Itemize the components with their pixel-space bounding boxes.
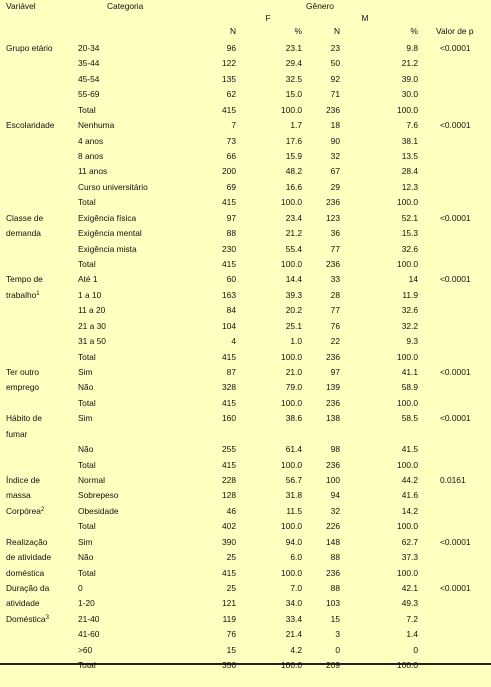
row-6-mp: 38.1 xyxy=(401,136,418,146)
row-35-cat: 0 xyxy=(78,583,83,593)
header-categoria: Categoria xyxy=(107,1,144,11)
row-22-cat: Não xyxy=(78,382,94,392)
row-8-fn: 200 xyxy=(222,166,236,176)
row-32-p: <0.0001 xyxy=(440,537,471,547)
row-13-fn: 230 xyxy=(222,244,236,254)
row-39-fp: 4.2 xyxy=(290,645,302,655)
row-7-mp: 13.5 xyxy=(401,151,418,161)
row-35-mn: 88 xyxy=(330,583,340,593)
row-34-fn: 415 xyxy=(222,568,236,578)
row-29-mp: 41.6 xyxy=(401,490,418,500)
row-34-cat: Total xyxy=(78,568,96,578)
row-26-mn: 98 xyxy=(330,444,340,454)
row-24-mn: 138 xyxy=(326,413,340,423)
row-2-mp: 39.0 xyxy=(401,74,418,84)
row-11-fn: 97 xyxy=(226,213,236,223)
row-35-var: Duração da xyxy=(6,583,50,593)
row-23-fn: 415 xyxy=(222,398,236,408)
row-0-p: <0.0001 xyxy=(440,43,471,53)
row-9-mp: 12.3 xyxy=(401,182,418,192)
row-19-cat: 31 a 50 xyxy=(78,336,106,346)
row-14-mp: 100.0 xyxy=(397,259,418,269)
row-37-footnote-mark: 3 xyxy=(45,615,49,621)
row-37-var: Doméstica$^3$ xyxy=(6,614,49,624)
row-34-fp: 100.0 xyxy=(281,568,302,578)
row-21-mn: 97 xyxy=(330,367,340,377)
row-21-fp: 21.0 xyxy=(285,367,302,377)
row-16-footnote-mark: 1 xyxy=(36,291,40,297)
row-6-fp: 17.6 xyxy=(285,136,302,146)
row-18-fn: 104 xyxy=(222,321,236,331)
row-31-mp: 100.0 xyxy=(397,521,418,531)
row-31-fn: 402 xyxy=(222,521,236,531)
row-38-fp: 21.4 xyxy=(285,629,302,639)
row-33-fn: 25 xyxy=(226,552,236,562)
row-37-mp: 7.2 xyxy=(406,614,418,624)
row-3-mp: 30.0 xyxy=(401,89,418,99)
row-29-mn: 94 xyxy=(330,490,340,500)
row-12-var: demanda xyxy=(6,228,41,238)
row-21-fn: 87 xyxy=(226,367,236,377)
row-2-fp: 32.5 xyxy=(285,74,302,84)
row-16-cat: 1 a 10 xyxy=(78,290,102,300)
header-valor-p: Valor de p xyxy=(436,26,474,36)
row-22-mp: 58.9 xyxy=(401,382,418,392)
row-28-mp: 44.2 xyxy=(401,475,418,485)
row-5-mp: 7.6 xyxy=(406,120,418,130)
header-f-n: N xyxy=(229,26,236,36)
row-36-fn: 121 xyxy=(222,598,236,608)
row-31-mn: 226 xyxy=(326,521,340,531)
row-5-cat: Nenhuma xyxy=(78,120,115,130)
row-27-fn: 415 xyxy=(222,460,236,470)
row-28-cat: Normal xyxy=(78,475,105,485)
row-15-var: Tempo de xyxy=(6,274,43,284)
row-26-cat: Não xyxy=(78,444,94,454)
row-37-fn: 119 xyxy=(222,614,236,624)
row-8-cat: 11 anos xyxy=(78,166,108,176)
row-38-cat: 41-60 xyxy=(78,629,100,639)
row-17-mp: 32.6 xyxy=(401,305,418,315)
row-24-fn: 160 xyxy=(222,413,236,423)
row-11-p: <0.0001 xyxy=(440,213,471,223)
row-24-cat: Sim xyxy=(78,413,93,423)
row-36-mn: 103 xyxy=(326,598,340,608)
row-11-cat: Exigência física xyxy=(78,213,137,223)
row-38-fn: 76 xyxy=(226,629,236,639)
header-m: M xyxy=(361,13,369,23)
row-26-fn: 255 xyxy=(222,444,236,454)
row-27-mp: 100.0 xyxy=(397,460,418,470)
row-17-mn: 77 xyxy=(330,305,340,315)
row-10-mn: 236 xyxy=(326,197,340,207)
row-38-mp: 1.4 xyxy=(406,629,418,639)
row-22-fn: 328 xyxy=(222,382,236,392)
row-15-mn: 33 xyxy=(330,274,340,284)
row-40-cat: Total xyxy=(78,660,96,670)
row-2-fn: 135 xyxy=(222,74,236,84)
row-5-mn: 18 xyxy=(330,120,340,130)
row-40-fp: 100.0 xyxy=(281,660,302,670)
row-20-fp: 100.0 xyxy=(281,352,302,362)
row-2-mn: 92 xyxy=(330,74,340,84)
row-29-fn: 128 xyxy=(222,490,236,500)
row-16-var: trabalho$^1$ xyxy=(6,290,40,300)
row-21-mp: 41.1 xyxy=(401,367,418,377)
header-m-n: N xyxy=(333,26,340,36)
row-17-fn: 84 xyxy=(226,305,236,315)
row-1-cat: 35-44 xyxy=(78,58,100,68)
row-1-mp: 21.2 xyxy=(401,58,418,68)
row-0-cat: 20-34 xyxy=(78,43,100,53)
row-30-var: Corpórea$^2$ xyxy=(6,506,45,516)
row-33-fp: 6.0 xyxy=(290,552,302,562)
row-3-fn: 62 xyxy=(226,89,236,99)
row-12-mp: 15.3 xyxy=(401,228,418,238)
row-29-cat: Sobrepeso xyxy=(78,490,119,500)
row-29-var: massa xyxy=(6,490,31,500)
row-33-mp: 37.3 xyxy=(401,552,418,562)
row-14-cat: Total xyxy=(78,259,96,269)
row-4-fp: 100.0 xyxy=(281,105,302,115)
row-39-mp: 0 xyxy=(413,645,418,655)
row-4-mn: 236 xyxy=(326,105,340,115)
row-16-mn: 28 xyxy=(330,290,340,300)
row-31-fp: 100.0 xyxy=(281,521,302,531)
row-3-mn: 71 xyxy=(330,89,340,99)
row-33-cat: Não xyxy=(78,552,94,562)
row-28-fn: 228 xyxy=(222,475,236,485)
row-30-fp: 11.5 xyxy=(286,506,302,516)
row-9-cat: Curso universitário xyxy=(78,182,148,192)
row-22-var: emprego xyxy=(6,382,40,392)
row-34-mn: 236 xyxy=(326,568,340,578)
row-40-fn: 356 xyxy=(222,660,236,670)
row-24-fp: 38.6 xyxy=(285,413,302,423)
row-8-mp: 28.4 xyxy=(401,166,418,176)
row-30-footnote-mark: 2 xyxy=(40,507,45,513)
row-26-mp: 41.5 xyxy=(401,444,418,454)
row-37-mn: 15 xyxy=(330,614,340,624)
row-5-fn: 7 xyxy=(231,120,236,130)
row-28-mn: 100 xyxy=(326,475,340,485)
row-39-cat: >60 xyxy=(78,645,93,655)
row-22-fp: 79.0 xyxy=(285,382,302,392)
row-28-fp: 56.7 xyxy=(285,475,302,485)
row-0-var: Grupo etário xyxy=(6,43,53,53)
row-32-mp: 62.7 xyxy=(401,537,418,547)
row-1-mn: 50 xyxy=(330,58,340,68)
row-24-p: <0.0001 xyxy=(440,413,471,423)
row-11-mn: 123 xyxy=(326,213,340,223)
row-0-fn: 96 xyxy=(226,43,236,53)
row-14-fp: 100.0 xyxy=(281,259,302,269)
row-15-p: <0.0001 xyxy=(440,274,471,284)
row-6-mn: 90 xyxy=(330,136,340,146)
row-3-cat: 55-69 xyxy=(78,89,100,99)
row-40-mn: 209 xyxy=(326,660,340,670)
row-27-mn: 236 xyxy=(326,460,340,470)
row-27-cat: Total xyxy=(78,460,96,470)
row-23-mp: 100.0 xyxy=(397,398,418,408)
header-genero: Gênero xyxy=(306,1,334,11)
row-32-cat: Sim xyxy=(78,537,93,547)
row-17-cat: 11 a 20 xyxy=(78,305,106,315)
row-14-mn: 236 xyxy=(326,259,340,269)
row-7-mn: 32 xyxy=(330,151,340,161)
row-20-mp: 100.0 xyxy=(397,352,418,362)
row-32-fn: 390 xyxy=(222,537,236,547)
row-10-fn: 415 xyxy=(222,197,236,207)
row-10-mp: 100.0 xyxy=(397,197,418,207)
row-18-cat: 21 a 30 xyxy=(78,321,106,331)
row-17-fp: 20.2 xyxy=(285,305,302,315)
row-16-mp: 11.9 xyxy=(402,290,418,300)
row-40-mp: 100.0 xyxy=(397,660,418,670)
header-f-pct: % xyxy=(294,26,302,36)
row-30-fn: 46 xyxy=(226,506,236,516)
row-34-var: doméstica xyxy=(6,568,45,578)
row-22-mn: 139 xyxy=(326,382,340,392)
row-39-mn: 0 xyxy=(335,645,340,655)
row-19-mp: 9.3 xyxy=(406,336,418,346)
row-15-fn: 60 xyxy=(226,274,236,284)
header-m-pct: % xyxy=(410,26,418,36)
row-4-mp: 100.0 xyxy=(397,105,418,115)
row-34-mp: 100.0 xyxy=(397,568,418,578)
row-30-mp: 14.2 xyxy=(401,506,418,516)
row-26-fp: 61.4 xyxy=(285,444,302,454)
row-6-fn: 73 xyxy=(226,136,236,146)
row-23-fp: 100.0 xyxy=(281,398,302,408)
row-19-fn: 4 xyxy=(231,336,236,346)
row-0-mn: 23 xyxy=(330,43,340,53)
row-23-cat: Total xyxy=(78,398,96,408)
row-21-cat: Sim xyxy=(78,367,93,377)
row-37-fp: 33.4 xyxy=(285,614,302,624)
row-2-cat: 45-54 xyxy=(78,74,100,84)
row-18-mp: 32.2 xyxy=(401,321,418,331)
header-f: F xyxy=(265,13,271,23)
row-7-fp: 15.9 xyxy=(285,151,302,161)
row-20-fn: 415 xyxy=(222,352,236,362)
row-36-fp: 34.0 xyxy=(285,598,302,608)
row-21-var: Ter outro xyxy=(6,367,40,377)
row-10-fp: 100.0 xyxy=(281,197,302,207)
row-39-fn: 15 xyxy=(226,645,236,655)
row-7-cat: 8 anos xyxy=(78,151,104,161)
header-variavel: Variável xyxy=(6,1,36,11)
row-16-fp: 39.3 xyxy=(285,290,302,300)
row-28-p: 0.0161 xyxy=(440,475,466,485)
row-13-mp: 32.6 xyxy=(401,244,418,254)
row-32-mn: 148 xyxy=(326,537,340,547)
row-33-var: de atividade xyxy=(6,552,52,562)
row-35-p: <0.0001 xyxy=(440,583,471,593)
row-28-var: Índice de xyxy=(6,475,40,485)
row-16-fn: 163 xyxy=(222,290,236,300)
row-35-fp: 7.0 xyxy=(290,583,302,593)
row-14-fn: 415 xyxy=(222,259,236,269)
row-8-mn: 67 xyxy=(330,166,340,176)
row-23-mn: 236 xyxy=(326,398,340,408)
row-38-mn: 3 xyxy=(335,629,340,639)
row-5-var: Escolaridade xyxy=(6,120,55,130)
row-5-p: <0.0001 xyxy=(440,120,471,130)
row-11-var: Classe de xyxy=(6,213,44,223)
row-4-fn: 415 xyxy=(222,105,236,115)
row-32-fp: 94.0 xyxy=(285,537,302,547)
row-15-fp: 14.4 xyxy=(285,274,302,284)
row-12-fp: 21.2 xyxy=(285,228,302,238)
row-31-cat: Total xyxy=(78,521,96,531)
row-12-cat: Exigência mental xyxy=(78,228,142,238)
row-37-cat: 21-40 xyxy=(78,614,100,624)
row-6-cat: 4 anos xyxy=(78,136,104,146)
row-15-cat: Até 1 xyxy=(78,274,98,284)
row-0-fp: 23.1 xyxy=(285,43,302,53)
row-20-mn: 236 xyxy=(326,352,340,362)
row-11-fp: 23.4 xyxy=(285,213,302,223)
row-35-fn: 25 xyxy=(226,583,236,593)
row-21-p: <0.0001 xyxy=(440,367,471,377)
row-7-fn: 66 xyxy=(226,151,236,161)
row-19-fp: 1.0 xyxy=(290,336,302,346)
row-9-mn: 29 xyxy=(330,182,340,192)
row-1-fn: 122 xyxy=(222,58,236,68)
row-4-cat: Total xyxy=(78,105,96,115)
row-18-fp: 25.1 xyxy=(285,321,302,331)
row-13-mn: 77 xyxy=(330,244,340,254)
row-5-fp: 1.7 xyxy=(290,120,302,130)
row-30-mn: 32 xyxy=(330,506,340,516)
row-15-mp: 14 xyxy=(408,274,418,284)
row-19-mn: 22 xyxy=(330,336,340,346)
row-36-cat: 1-20 xyxy=(78,598,95,608)
row-13-fp: 55.4 xyxy=(285,244,302,254)
row-24-mp: 58.5 xyxy=(401,413,418,423)
row-9-fn: 69 xyxy=(226,182,236,192)
row-32-var: Realização xyxy=(6,537,48,547)
row-29-fp: 31.8 xyxy=(285,490,302,500)
row-1-fp: 29.4 xyxy=(285,58,302,68)
row-36-var: atividade xyxy=(6,598,40,608)
row-20-cat: Total xyxy=(78,352,96,362)
row-27-fp: 100.0 xyxy=(281,460,302,470)
row-18-mn: 76 xyxy=(330,321,340,331)
row-12-mn: 36 xyxy=(330,228,340,238)
row-0-mp: 9.8 xyxy=(406,43,418,53)
row-12-fn: 88 xyxy=(226,228,236,238)
row-25-var: fumar xyxy=(6,429,28,439)
row-10-cat: Total xyxy=(78,197,96,207)
row-33-mn: 88 xyxy=(330,552,340,562)
row-3-fp: 15.0 xyxy=(285,89,302,99)
row-11-mp: 52.1 xyxy=(401,213,418,223)
row-36-mp: 49.3 xyxy=(401,598,418,608)
row-30-cat: Obesidade xyxy=(78,506,119,516)
row-35-mp: 42.1 xyxy=(401,583,418,593)
row-9-fp: 16.6 xyxy=(285,182,302,192)
row-24-var: Hábito de xyxy=(6,413,42,423)
row-8-fp: 48.2 xyxy=(285,166,302,176)
row-13-cat: Exigência mista xyxy=(78,244,137,254)
